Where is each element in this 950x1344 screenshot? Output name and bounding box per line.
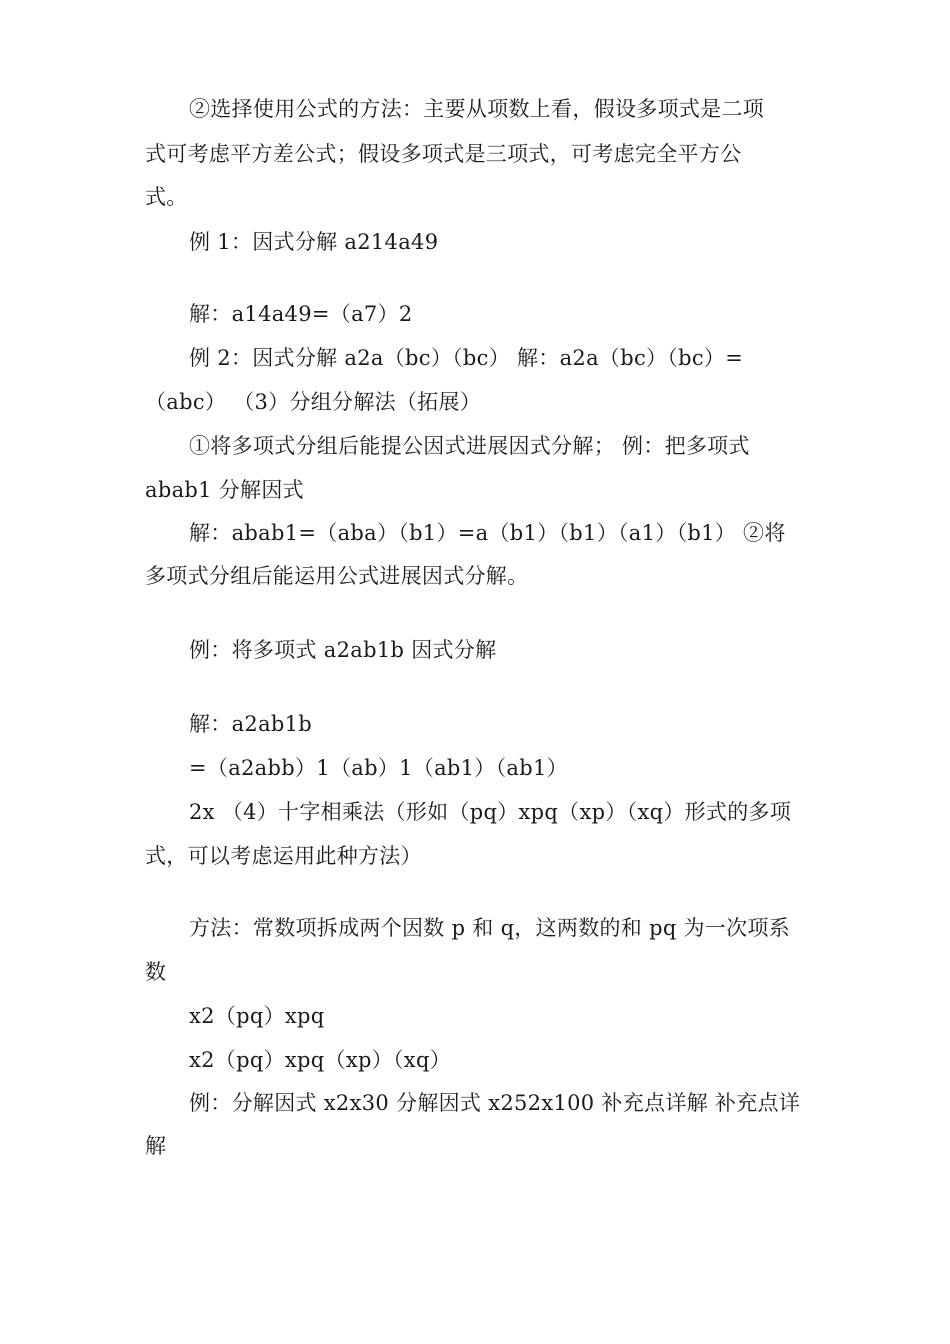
text-line-1: ②选择使用公式的方法：主要从项数上看，假设多项式是二项 [189, 97, 765, 121]
method-description-line-2: 数 [145, 960, 167, 984]
grouping-solution-line-2: 多项式分组后能运用公式进展因式分解。 [145, 564, 529, 588]
example-3-solution-line-1: 解：a2ab1b [189, 712, 313, 736]
example-3-solution-line-2: =（a2abb）1（ab）1（ab1）（ab1） [189, 756, 568, 780]
formula-line-2: x2（pq）xpq（xp）（xq） [189, 1048, 451, 1072]
method-description-line-1: 方法：常数项拆成两个因数 p 和 q，这两数的和 pq 为一次项系 [189, 916, 791, 940]
grouping-method-line-2: abab1 分解因式 [145, 478, 304, 502]
example-2-line-1: 例 2：因式分解 a2a（bc）（bc） 解：a2a（bc）（bc）= [189, 346, 744, 370]
text-line-3: 式。 [145, 185, 188, 209]
grouping-method-line-1: ①将多项式分组后能提公因式进展因式分解； 例：把多项式 [189, 434, 750, 458]
formula-line-1: x2（pq）xpq [189, 1004, 325, 1028]
text-line-2: 式可考虑平方差公式；假设多项式是三项式，可考虑完全平方公 [145, 142, 742, 166]
cross-method-line-2: 式，可以考虑运用此种方法） [145, 844, 422, 868]
cross-method-line-1: 2x （4）十字相乘法（形如（pq）xpq（xp）（xq）形式的多项 [189, 800, 792, 824]
example-4-line-2: 解 [145, 1134, 167, 1158]
example-4-line-1: 例：分解因式 x2x30 分解因式 x252x100 补充点详解 补充点详 [189, 1091, 801, 1115]
example-1-heading: 例 1：因式分解 a214a49 [189, 230, 439, 254]
example-2-line-2: （abc） （3）分组分解法（拓展） [145, 390, 482, 414]
grouping-solution-line-1: 解：abab1=（aba）（b1）=a（b1）（b1）（a1）（b1） ②将 [189, 521, 786, 545]
example-3-heading: 例：将多项式 a2ab1b 因式分解 [189, 638, 497, 662]
example-1-solution: 解：a14a49=（a7）2 [189, 302, 413, 326]
